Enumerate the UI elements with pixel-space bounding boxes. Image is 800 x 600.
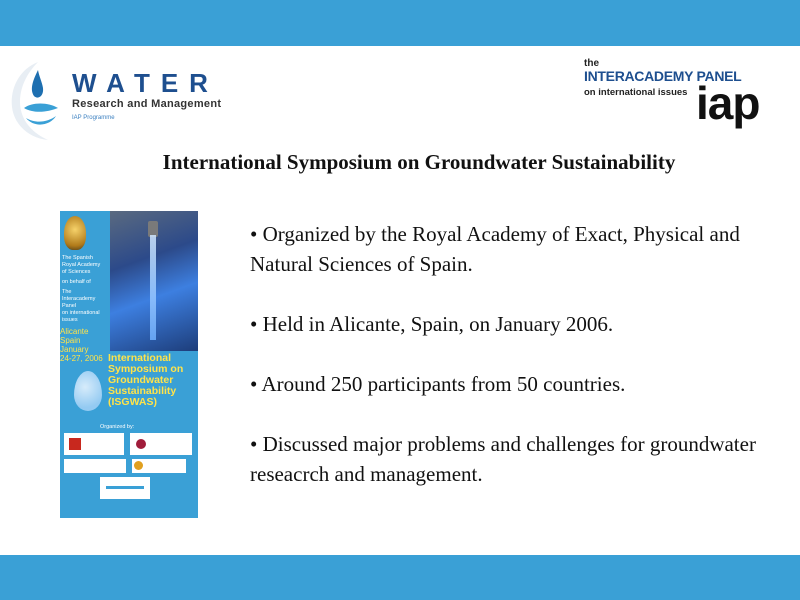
poster-title-line: Sustainability — [108, 385, 177, 397]
iap-logo-issues: on international issues — [584, 87, 688, 98]
institute-icon — [136, 439, 146, 449]
bottom-band — [0, 555, 800, 600]
poster-intro-line: The Spanish — [62, 255, 93, 261]
poster-intro-line: Panel — [62, 303, 77, 309]
poster-place-line: 24-27, 2006 — [60, 354, 103, 363]
poster-intro-line: issues — [62, 317, 78, 323]
poster-intro-line: Royal Academy — [62, 262, 101, 268]
poster-title-line: Symposium on — [108, 363, 184, 375]
poster-place-line: Alicante — [60, 327, 89, 336]
water-logo-subtitle: Research and Management — [72, 98, 222, 110]
poster-place-line: January — [60, 345, 89, 354]
water-logo — [8, 52, 223, 142]
cam-icon — [134, 461, 143, 470]
poster-organized-label: Organized by: — [100, 424, 135, 430]
iap-logo — [584, 58, 774, 138]
academy-emblem-icon — [64, 216, 86, 250]
bullet-item: • Discussed major problems and challenges for groundwater reseacrch and management. — [250, 432, 756, 486]
water-stream-icon — [150, 235, 156, 340]
top-band — [0, 0, 800, 46]
poster-title-line: International — [108, 352, 172, 364]
iap-logo-panel: INTERACADEMY PANEL — [584, 68, 742, 84]
fountain-photo — [110, 211, 198, 351]
poster-intro-line: of Sciences — [62, 269, 91, 275]
iap-logo-acronym: iap — [696, 77, 760, 129]
spain-crest-icon — [69, 438, 81, 450]
sponsor-logo — [130, 433, 192, 455]
sponsor-logo — [64, 433, 124, 455]
poster-title-line: Groundwater — [108, 374, 174, 386]
sponsor-logo — [64, 459, 126, 473]
water-drop-icon — [74, 371, 102, 411]
bullet-item: • Organized by the Royal Academy of Exact, Physical and Natural Sciences of Spain. — [250, 222, 740, 276]
poster-title-line: (ISGWAS) — [108, 396, 157, 408]
bullet-list — [250, 219, 770, 519]
poster-intro-line: on international — [62, 310, 100, 316]
iap-logo-the: the — [584, 58, 599, 69]
bullet-item: • Around 250 participants from 50 countries. — [250, 372, 626, 396]
water-logo-word: WATER — [72, 68, 219, 98]
page-title: International Symposium on Groundwater Sustainability — [162, 150, 676, 174]
poster-intro-line: on behalf of — [62, 279, 91, 285]
poster-title — [108, 353, 198, 408]
symposium-poster — [60, 211, 198, 518]
water-drop-icon — [8, 52, 68, 142]
water-logo-programme: IAP Programme — [72, 115, 115, 121]
groundwater-association-icon — [106, 486, 144, 489]
sponsor-logo — [132, 459, 186, 473]
bullet-item: • Held in Alicante, Spain, on January 2006. — [250, 312, 614, 336]
poster-intro-line: The — [62, 289, 72, 295]
sponsor-logo — [100, 477, 150, 499]
poster-place-line: Spain — [60, 336, 81, 345]
poster-intro-line: Interacademy — [62, 296, 96, 302]
